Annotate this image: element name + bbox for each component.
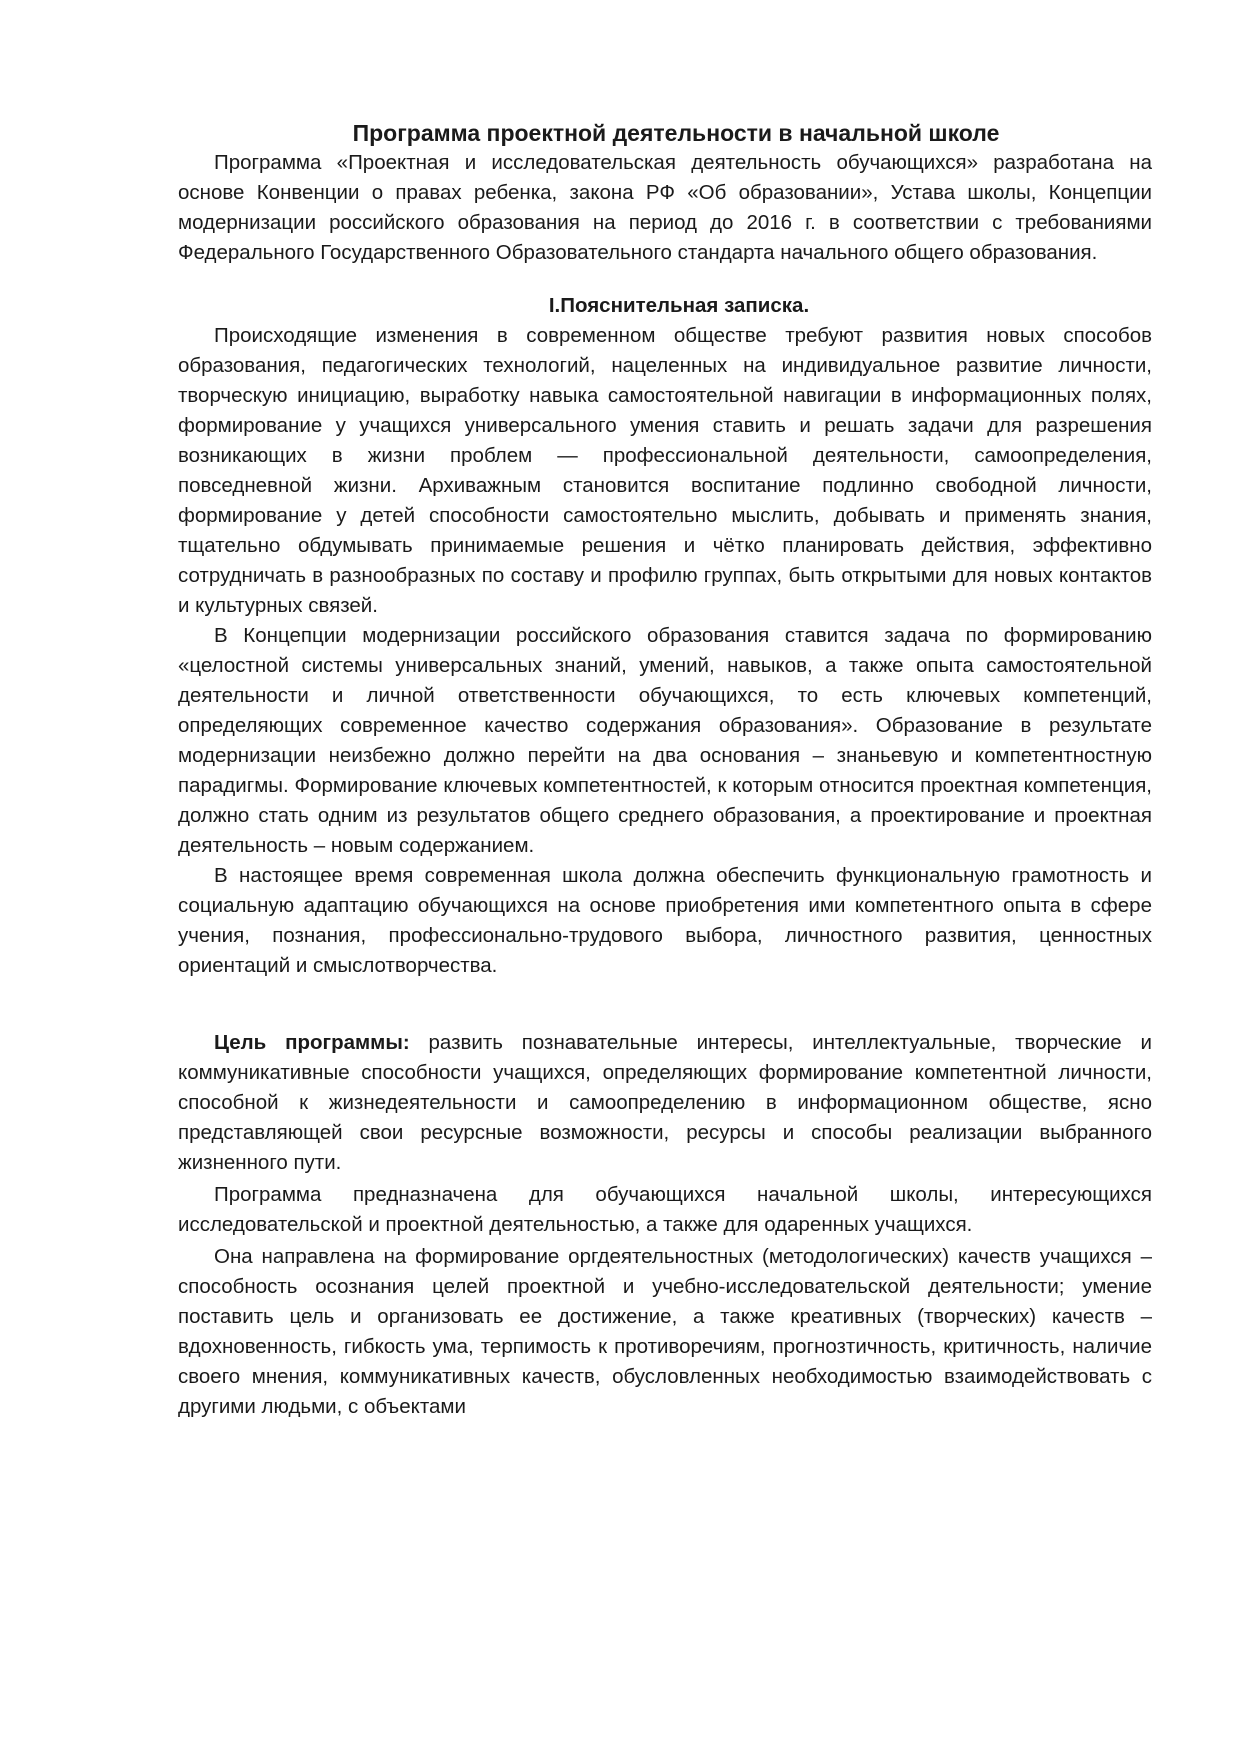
intro-paragraph: Программа «Проектная и исследовательская деятельность обучающихся» разработана на основе Конвенции о правах ребенка, закона РФ «Об образовании», Устава школы, Концепции модернизации российского образования на период до 2016 г. в соответствии с требованиями Федерального Государственного Образовательного стандарта начального общего образования. <box>178 151 1152 264</box>
paragraph-3: В настоящее время современная школа должна обеспечить функциональную грамотность и социальную адаптацию обучающихся на основе приобретения ими компетентного опыта в сфере учения, познания, профессионально-трудового выбора, личностного развития, ценностных ориентаций и смыслотворчества. <box>178 864 1152 977</box>
goal-text: развить познавательные интересы, интеллектуальные, творческие и коммуникативные способности учащихся, определяющих формирование компетентной личности, способной к жизнедеятельности и самоопределению в информационном обществе, ясно представляющей свои ресурсные возможности, ресурсы и способы реализации выбранного жизненного пути. <box>178 1031 1153 1174</box>
document-page <box>178 118 1152 1422</box>
document-title: Программа проектной деятельности в начальной школе <box>352 120 1000 146</box>
paragraph-1: Происходящие изменения в современном обществе требуют развития новых способов образования, педагогических технологий, нацеленных на индивидуальное развитие личности, творческую инициацию, выработку навыка самостоятельной навигации в информационных полях, формирование у учащихся универсального умения ставить и решать задачи для разрешения возникающих в жизни проблем — профессиональной деятельности, самоопределения, повседневной жизни. Архиважным становится воспитание подлинно свободной личности, формирование у детей способности самостоятельно мыслить, добывать и применять знания, тщательно обдумывать принимаемые решения и чётко планировать действия, эффективно сотрудничать в разнообразных по составу и профилю группах, быть открытыми для новых контактов и культурных связей. <box>178 324 1152 617</box>
section-heading: I.Пояснительная записка. <box>548 294 810 317</box>
paragraph-2: В Концепции модернизации российского образования ставится задача по формированию «целостной системы универсальных знаний, умений, навыков, а также опыта самостоятельной деятельности и личной ответственности обучающихся, то есть ключевых компетенций, определяющих современное качество содержания образования». Образование в результате модернизации неизбежно должно перейти на два основания – знаньевую и компетентностную парадигмы. Формирование ключевых компетентностей, к которым относится проектная компетенция, должно стать одним из результатов общего среднего образования, а проектирование и проектная деятельность – новым содержанием. <box>178 624 1152 857</box>
closing-paragraph-2: Она направлена на формирование оргдеятельностных (методологических) качеств учащихся – способность осознания целей проектной и учебно-исследовательской деятельности; умение поставить цель и организовать ее достижение, а также креативных (творческих) качеств – вдохновенность, гибкость ума, терпимость к противоречиям, прогнозтичность, критичность, наличие своего мнения, коммуникативных качеств, обусловленных необходимостью взаимодействовать с другими людьми, с объектами <box>178 1245 1152 1418</box>
goal-label: Цель программы: <box>214 1031 410 1054</box>
closing-paragraph-1: Программа предназначена для обучающихся начальной школы, интересующихся исследовательской и проектной деятельностью, а также для одаренных учащихся. <box>178 1183 1152 1236</box>
goal-paragraph <box>178 1028 1152 1178</box>
